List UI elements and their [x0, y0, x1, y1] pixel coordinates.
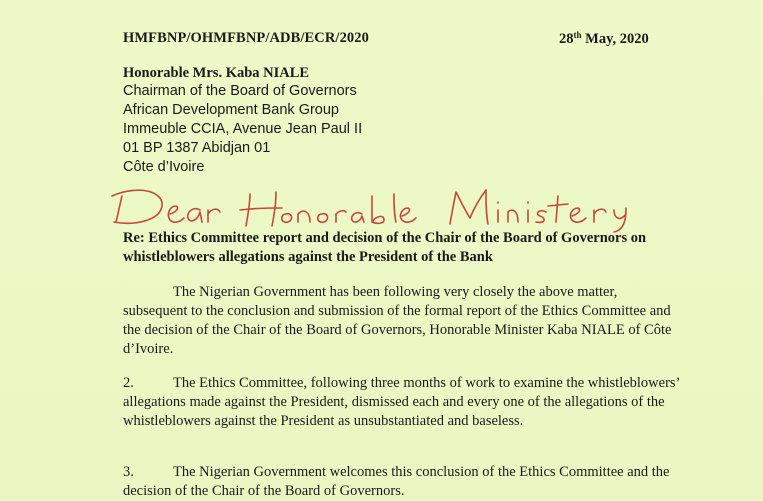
address-line: Côte d’Ivoire — [123, 159, 205, 175]
address-line: African Development Bank Group — [123, 102, 339, 118]
paragraph-1: The Nigerian Government has been following very closely the above matter, subsequent to the conclusion and submission of the formal report of the Ethics Committee and the decision of the Chair of the Board of Governors, Honorable Minister Kaba NIALE of Côte d’Ivoire. — [123, 284, 672, 357]
paragraph-text: The Ethics Committee, following three months of work to examine the whistleblowers’ allegations made against the President, dismissed each and every one of the allegations of the whistleblowers against the President as unsubstantiated and baseless. — [123, 375, 680, 429]
address-line: Immeuble CCIA, Avenue Jean Paul II — [123, 121, 363, 137]
paragraph-2 — [123, 374, 683, 431]
date-day: 28 — [559, 31, 574, 47]
paragraph-number: 2. — [123, 375, 134, 391]
date-month-year: May, 2020 — [581, 31, 649, 47]
letter-date — [559, 30, 649, 48]
paragraph-3 — [123, 463, 683, 501]
date-suffix: th — [573, 30, 582, 40]
recipient-name: Honorable Mrs. Kaba NIALE — [123, 65, 310, 81]
reference-number: HMFBNP/OHMFBNP/ADB/ECR/2020 — [123, 30, 369, 46]
address-line: 01 BP 1387 Abidjan 01 — [123, 140, 271, 156]
subject-line: Re: Ethics Committee report and decision of the Chair of the Board of Governors on whistleblowers allegations against the President of the Bank — [123, 230, 647, 265]
handwritten-salutation — [100, 174, 660, 234]
paragraph-number: 3. — [123, 464, 134, 480]
address-line: Chairman of the Board of Governors — [123, 83, 357, 99]
recipient-address — [123, 82, 362, 177]
paragraph-text: The Nigerian Government welcomes this conclusion of the Ethics Committee and the decision of the Chair of the Board of Governors. — [123, 464, 670, 499]
